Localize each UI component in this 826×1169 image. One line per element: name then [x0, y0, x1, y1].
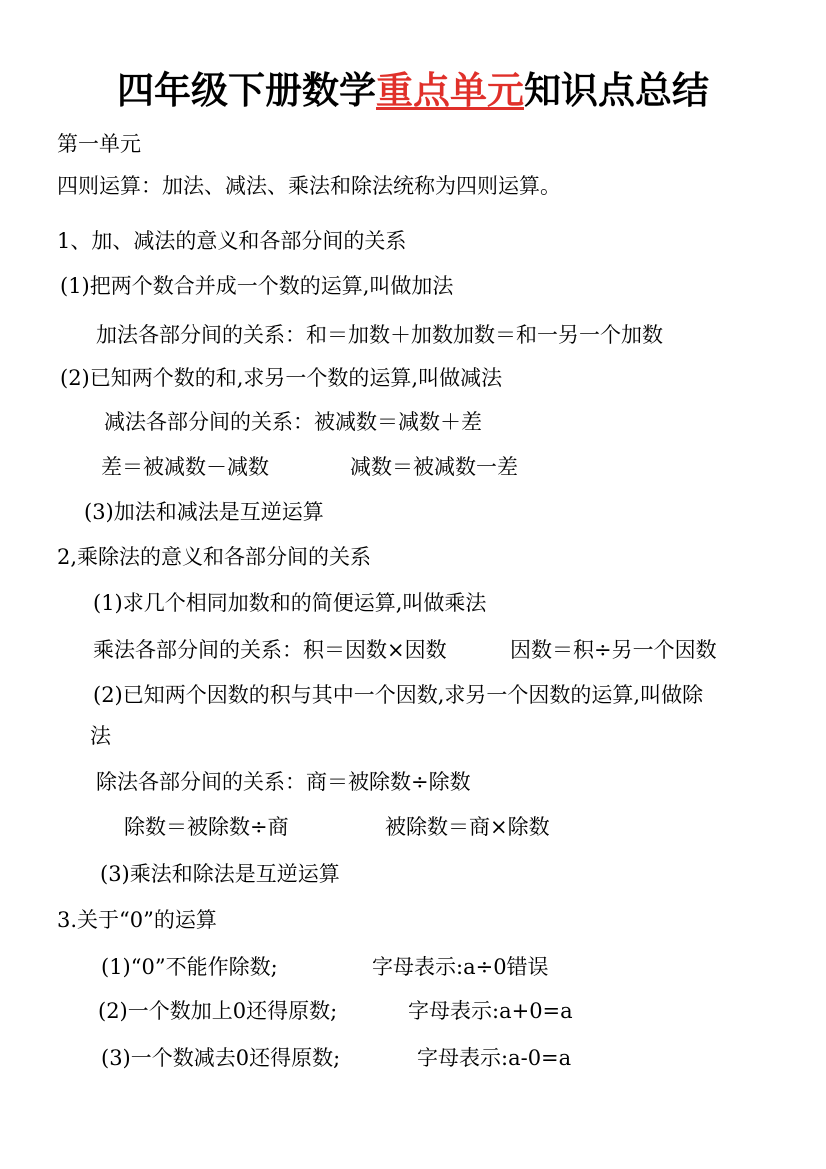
section-2-item-2-continued: 法 [90, 724, 111, 748]
section-1-item-3: (3)加法和减法是互逆运算 [84, 500, 324, 524]
division-formula-divisor: 除数＝被除数÷商 [124, 815, 289, 839]
subtraction-formula-subtrahend: 减数＝被减数一差 [350, 455, 518, 479]
multiplication-relations: 乘法各部分间的关系：积＝因数×因数 [93, 638, 447, 662]
section-1-item-1: (1)把两个数合并成一个数的运算,叫做加法 [60, 274, 454, 298]
section-2-heading: 2,乘除法的意义和各部分间的关系 [57, 545, 372, 569]
zero-rule-2-notation: 字母表示:a+0=a [408, 999, 573, 1023]
zero-rule-1: (1)“0”不能作除数; [101, 955, 278, 979]
section-2-item-1: (1)求几个相同加数和的简便运算,叫做乘法 [93, 591, 487, 615]
zero-rule-3-notation: 字母表示:a-0=a [417, 1046, 572, 1070]
four-operations-definition: 四则运算：加法、减法、乘法和除法统称为四则运算。 [57, 174, 561, 198]
zero-rule-2: (2)一个数加上0还得原数; [98, 999, 338, 1023]
zero-rule-3: (3)一个数减去0还得原数; [101, 1046, 341, 1070]
unit-heading: 第一单元 [57, 132, 141, 156]
title-highlight: 重点单元 [376, 69, 524, 112]
section-1-item-2: (2)已知两个数的和,求另一个数的运算,叫做减法 [60, 366, 503, 390]
section-1-heading: 1、加、减法的意义和各部分间的关系 [57, 229, 407, 253]
zero-rule-1-notation: 字母表示:a÷0错误 [372, 955, 549, 979]
section-2-item-3: (3)乘法和除法是互逆运算 [100, 862, 340, 886]
subtraction-relations: 减法各部分间的关系：被减数＝减数＋差 [104, 410, 482, 434]
title-part-2: 知识点总结 [524, 69, 709, 112]
section-2-item-2: (2)已知两个因数的积与其中一个因数,求另一个因数的运算,叫做除 [93, 683, 704, 707]
division-formula-dividend: 被除数＝商×除数 [385, 815, 550, 839]
section-3-heading: 3.关于“0”的运算 [57, 908, 217, 932]
title-part-1: 四年级下册数学 [117, 69, 376, 112]
subtraction-formula-difference: 差＝被减数－减数 [101, 455, 269, 479]
addition-relations: 加法各部分间的关系：和＝加数＋加数加数＝和一另一个加数 [96, 323, 663, 347]
page-title [0, 66, 826, 116]
division-relations: 除法各部分间的关系：商＝被除数÷除数 [96, 770, 471, 794]
multiplication-factor-formula: 因数＝积÷另一个因数 [510, 638, 717, 662]
